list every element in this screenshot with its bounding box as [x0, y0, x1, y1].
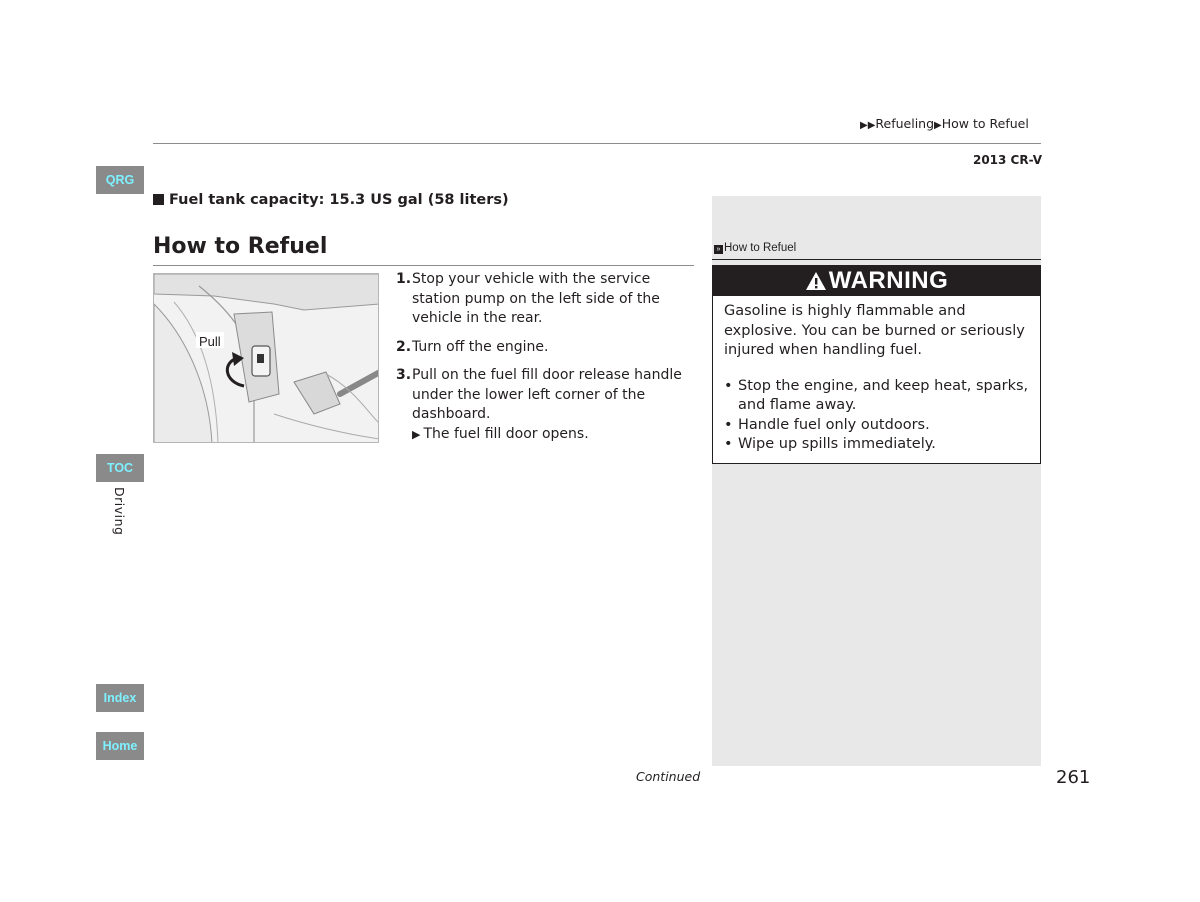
procedure-steps: [396, 270, 696, 453]
fuel-door-release-illustration: [153, 273, 379, 443]
warning-box: [712, 265, 1041, 464]
page-number: 261: [1056, 767, 1091, 788]
warning-intro: Gasoline is highly flammable and explosive. You can be burned or seriously injured when handling fuel.: [724, 303, 1025, 358]
result-text: The fuel fill door opens.: [423, 425, 589, 442]
step-number: 3.: [396, 367, 412, 383]
home-button[interactable]: Home: [96, 732, 144, 760]
dashboard-drawing: [154, 274, 379, 443]
breadcrumb-item-how-to-refuel[interactable]: How to Refuel: [941, 116, 1029, 131]
step-2: [396, 338, 696, 358]
breadcrumb: [860, 116, 1029, 131]
reference-link[interactable]: [714, 242, 796, 254]
warning-list: [713, 377, 1040, 455]
reference-text: How to Refuel: [724, 242, 797, 254]
triangle-right-icon: ▶: [934, 120, 942, 131]
reference-arrow-icon: »: [714, 245, 723, 254]
continued-label: Continued: [636, 769, 701, 784]
model-label: 2013 CR-V: [972, 153, 1042, 167]
qrg-button[interactable]: QRG: [96, 166, 144, 194]
figure-pull-label: Pull: [199, 334, 221, 349]
step-1: [396, 270, 696, 329]
subheading-text: Fuel tank capacity: 15.3 US gal (58 liters): [169, 192, 509, 208]
toc-button[interactable]: TOC: [96, 454, 144, 482]
step-text: Pull on the fuel fill door release handle under the lower left corner of the dashboard.: [412, 367, 682, 422]
square-bullet-icon: [153, 194, 164, 205]
warning-bullet: • Wipe up spills immediately.: [724, 435, 1040, 455]
step-result: [412, 425, 696, 445]
index-button[interactable]: Index: [96, 684, 144, 712]
title-divider: [153, 265, 694, 266]
page-title: How to Refuel: [153, 234, 328, 259]
bullet-icon: •: [724, 436, 733, 452]
step-text: Turn off the engine.: [412, 338, 549, 355]
warning-bullet: • Stop the engine, and keep heat, sparks, and flame away.: [724, 377, 1029, 413]
breadcrumb-item-refueling[interactable]: Refueling: [875, 116, 935, 131]
warning-triangle-icon: [805, 271, 827, 291]
warning-header: [713, 266, 1040, 296]
step-text: Stop your vehicle with the service station pump on the left side of the vehicle in the rear.: [412, 271, 660, 326]
warning-bullet: • Handle fuel only outdoors.: [724, 416, 1040, 436]
step-3: [396, 366, 696, 444]
step-number: 2.: [396, 338, 412, 355]
step-number: 1.: [396, 271, 412, 287]
reference-divider: [712, 259, 1041, 260]
fuel-capacity-subheading: [153, 192, 509, 208]
section-label: Driving: [112, 487, 127, 536]
double-triangle-right-icon: ▶▶: [860, 120, 876, 131]
bullet-icon: •: [724, 416, 733, 433]
header-divider: [153, 143, 1041, 144]
result-arrow-icon: ▶: [412, 427, 421, 441]
warning-heading: WARNING: [828, 267, 949, 294]
bullet-icon: •: [724, 377, 733, 394]
